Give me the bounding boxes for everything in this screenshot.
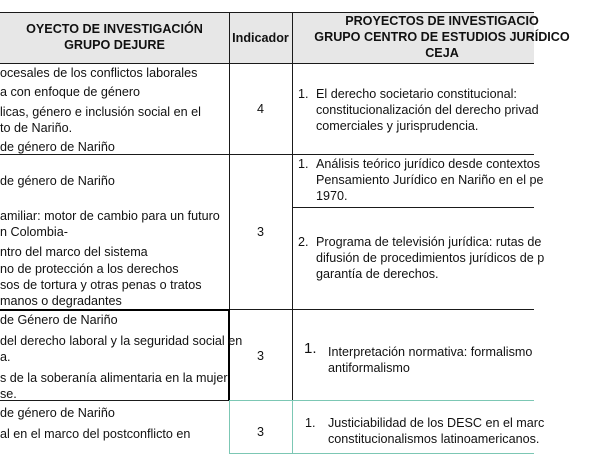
row4-item1-line2: constitucionalismos latinoamericanos. bbox=[328, 432, 540, 446]
table-top-border bbox=[0, 12, 534, 13]
row3-item1-line2: antiformalismo bbox=[328, 361, 410, 375]
row2-inner-divider bbox=[292, 207, 534, 208]
header-left-line1: OYECTO DE INVESTIGACIÓN bbox=[26, 22, 203, 36]
row1-left-line2: a con enfoque de género bbox=[0, 85, 141, 99]
header-indicator: Indicador bbox=[232, 31, 289, 45]
row1-item1-line1: El derecho societario constitucional: bbox=[316, 87, 517, 101]
row2-left-line2: amiliar: motor de cambio para un futuro bbox=[0, 209, 220, 223]
header-right-line3: CEJA bbox=[425, 46, 459, 60]
row2-left-line7: manos o degradantes bbox=[0, 294, 122, 308]
row2-item1-number: 1. bbox=[298, 157, 309, 171]
row1-left-line4: to de Nariño. bbox=[0, 121, 73, 135]
row2-left-line6: sos de tortura y otras penas o tratos bbox=[0, 278, 202, 292]
row2-item1-line3: 1970. bbox=[316, 189, 348, 203]
row2-item2-line1: Programa de televisión jurídica: rutas de bbox=[316, 235, 542, 249]
row4-left-line1: de género de Nariño bbox=[0, 406, 115, 420]
header-left-line2: GRUPO DEJURE bbox=[64, 38, 165, 52]
row2-left-line5: no de protección a los derechos bbox=[0, 262, 179, 276]
row1-item1-number: 1. bbox=[298, 87, 309, 101]
row1-item1-line3: comerciales y jurisprudencia. bbox=[316, 119, 479, 133]
row3-bottom-border-left bbox=[0, 400, 229, 401]
header-right-line2: GRUPO CENTRO DE ESTUDIOS JURÍDICO bbox=[314, 30, 570, 44]
row4-bottom-border bbox=[229, 453, 534, 454]
indicator-right-border-teal bbox=[292, 400, 293, 454]
row3-left-line5: se. bbox=[0, 387, 17, 401]
row1-left-line1: ocesales de los conflictos laborales bbox=[0, 66, 198, 80]
row1-left-line5: de género de Nariño bbox=[0, 140, 115, 154]
header-right-line1: PROYECTOS DE INVESTIGACIO bbox=[345, 14, 539, 28]
row2-item2-line2: difusión de procedimientos jurídicos de p bbox=[316, 251, 545, 265]
row2-left-line3: n Colombia- bbox=[0, 225, 68, 239]
indicator-right-border bbox=[292, 12, 293, 401]
indicator-left-border-upper bbox=[229, 12, 230, 310]
row3-left-line3: a. bbox=[0, 350, 11, 364]
row2-left-line4: ntro del marco del sistema bbox=[0, 245, 148, 259]
row2-bottom-border-left bbox=[0, 309, 229, 311]
row1-item1-line2: constitucionalización del derecho privad bbox=[316, 103, 539, 117]
row2-left-line1: de género de Nariño bbox=[0, 174, 115, 188]
row2-item1-line1: Análisis teórico jurídico desde contextos bbox=[316, 157, 541, 171]
row1-indicator: 4 bbox=[256, 102, 264, 116]
row2-item2-line3: garantía de derechos. bbox=[316, 267, 439, 281]
row4-item1-number: 1. bbox=[305, 416, 316, 430]
row3-bottom-border-right bbox=[229, 400, 534, 401]
header-bottom-border bbox=[0, 63, 534, 64]
row2-item2-number: 2. bbox=[298, 235, 309, 249]
row3-indicator: 3 bbox=[256, 349, 264, 363]
row2-bottom-border-right bbox=[229, 309, 534, 310]
row3-item1-number: 1. bbox=[304, 340, 317, 357]
row1-left-line3: licas, género e inclusión social en el bbox=[0, 105, 201, 119]
row4-item1-line1: Justiciabilidad de los DESC en el marc bbox=[328, 416, 545, 430]
row2-indicator: 3 bbox=[256, 225, 264, 239]
row3-item1-line1: Interpretación normativa: formalismo bbox=[328, 345, 533, 359]
row3-left-line4: s de la soberanía alimentaria en la mujer bbox=[0, 371, 228, 385]
row3-left-line2: del derecho laboral y la seguridad social en bbox=[0, 334, 243, 348]
row4-indicator: 3 bbox=[256, 425, 264, 439]
row4-left-line2: al en el marco del postconflicto en bbox=[0, 427, 191, 441]
row2-item1-line2: Pensamiento Jurídico en Nariño en el pe bbox=[316, 173, 544, 187]
row3-left-line1: de Género de Nariño bbox=[0, 313, 118, 327]
